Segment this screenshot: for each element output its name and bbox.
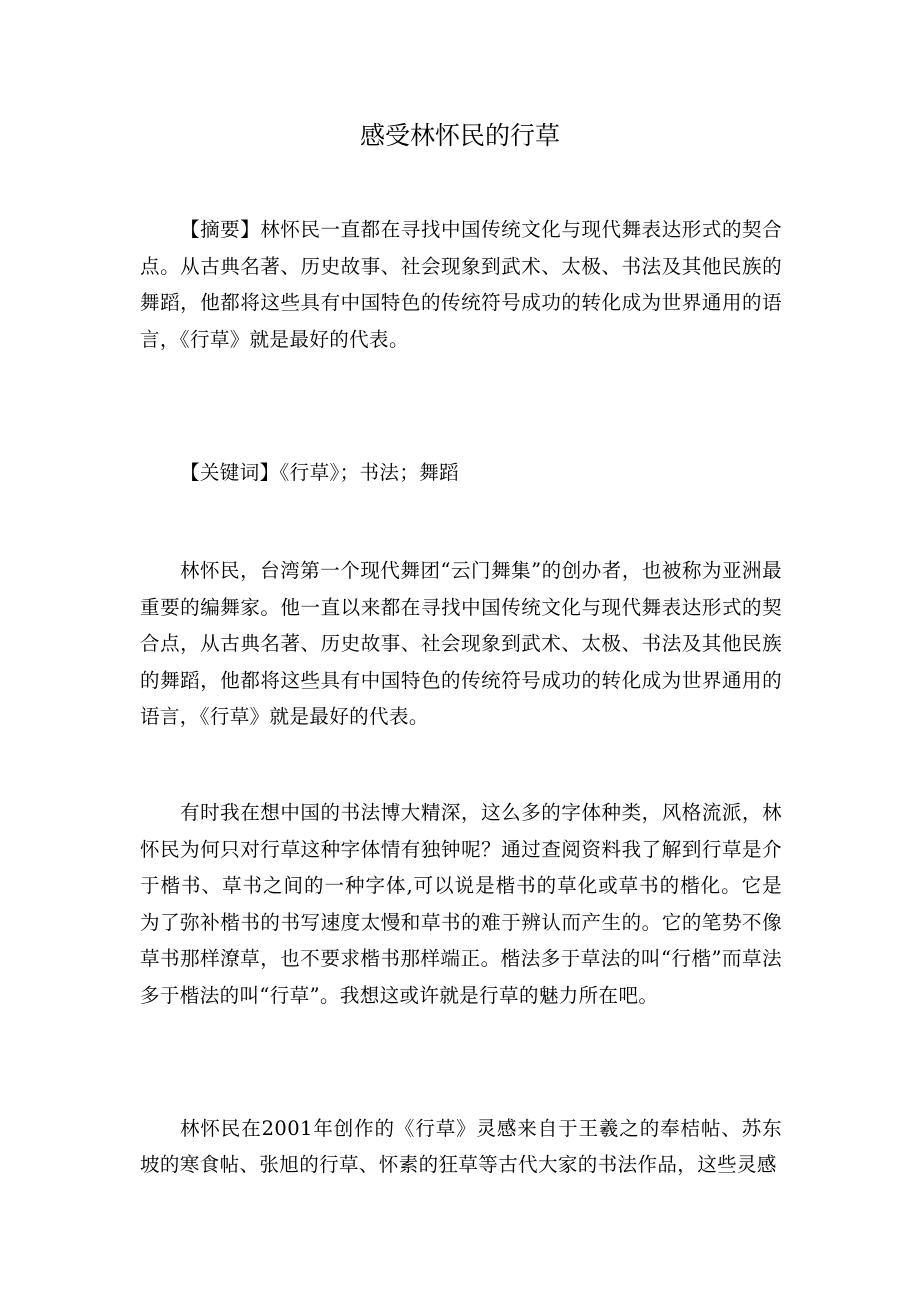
abstract-label: 【摘要】 — [180, 218, 261, 241]
keywords-text: 《行草》；书法；舞蹈 — [279, 461, 460, 484]
keywords-label: 【关键词】 — [180, 461, 280, 484]
body-paragraph: 有时我在想中国的书法博大精深，这么多的字体种类，风格流派，林怀民为何只对行草这种字体情有独钟呢？通过查阅资料我了解到行草是介于楷书、草书之间的一种字体,可以说是楷书的草化或草书的楷化。它是为了弥补楷书的书写速度太慢和草书的难于辨认而产生的。它的笔势不像草书那样潦草，也不要求楷书那样端正。楷法多于草法的叫“行楷”而草法多于楷法的叫“行草”。我想这或许就是行草的魅力所在吧。 — [140, 801, 782, 1007]
abstract-paragraph — [140, 212, 782, 358]
abstract-text: 林怀民一直都在寻找中国传统文化与现代舞表达形式的契合点。从古典名著、历史故事、社会现象到武术、太极、书法及其他民族的舞蹈，他都将这些具有中国特色的传统符号成功的转化成为世界通用的语言，《行草》就是最好的代表。 — [140, 218, 782, 351]
body-paragraph: 林怀民，台湾第一个现代舞团“云门舞集”的创办者，也被称为亚洲最重要的编舞家。他一直以来都在寻找中国传统文化与现代舞表达形式的契合点，从古典名著、历史故事、社会现象到武术、太极、书法及其他民族的舞蹈，他都将这些具有中国特色的传统符号成功的转化成为世界通用的语言，《行草》就是最好的代表。 — [140, 559, 782, 729]
body-paragraph: 林怀民在2001年创作的《行草》灵感来自于王羲之的奉桔帖、苏东坡的寒食帖、张旭的行草、怀素的狂草等古代大家的书法作品，这些灵感 — [140, 1117, 782, 1177]
document-title: 感受林怀民的行草 — [359, 121, 560, 150]
keywords-paragraph — [140, 455, 782, 491]
